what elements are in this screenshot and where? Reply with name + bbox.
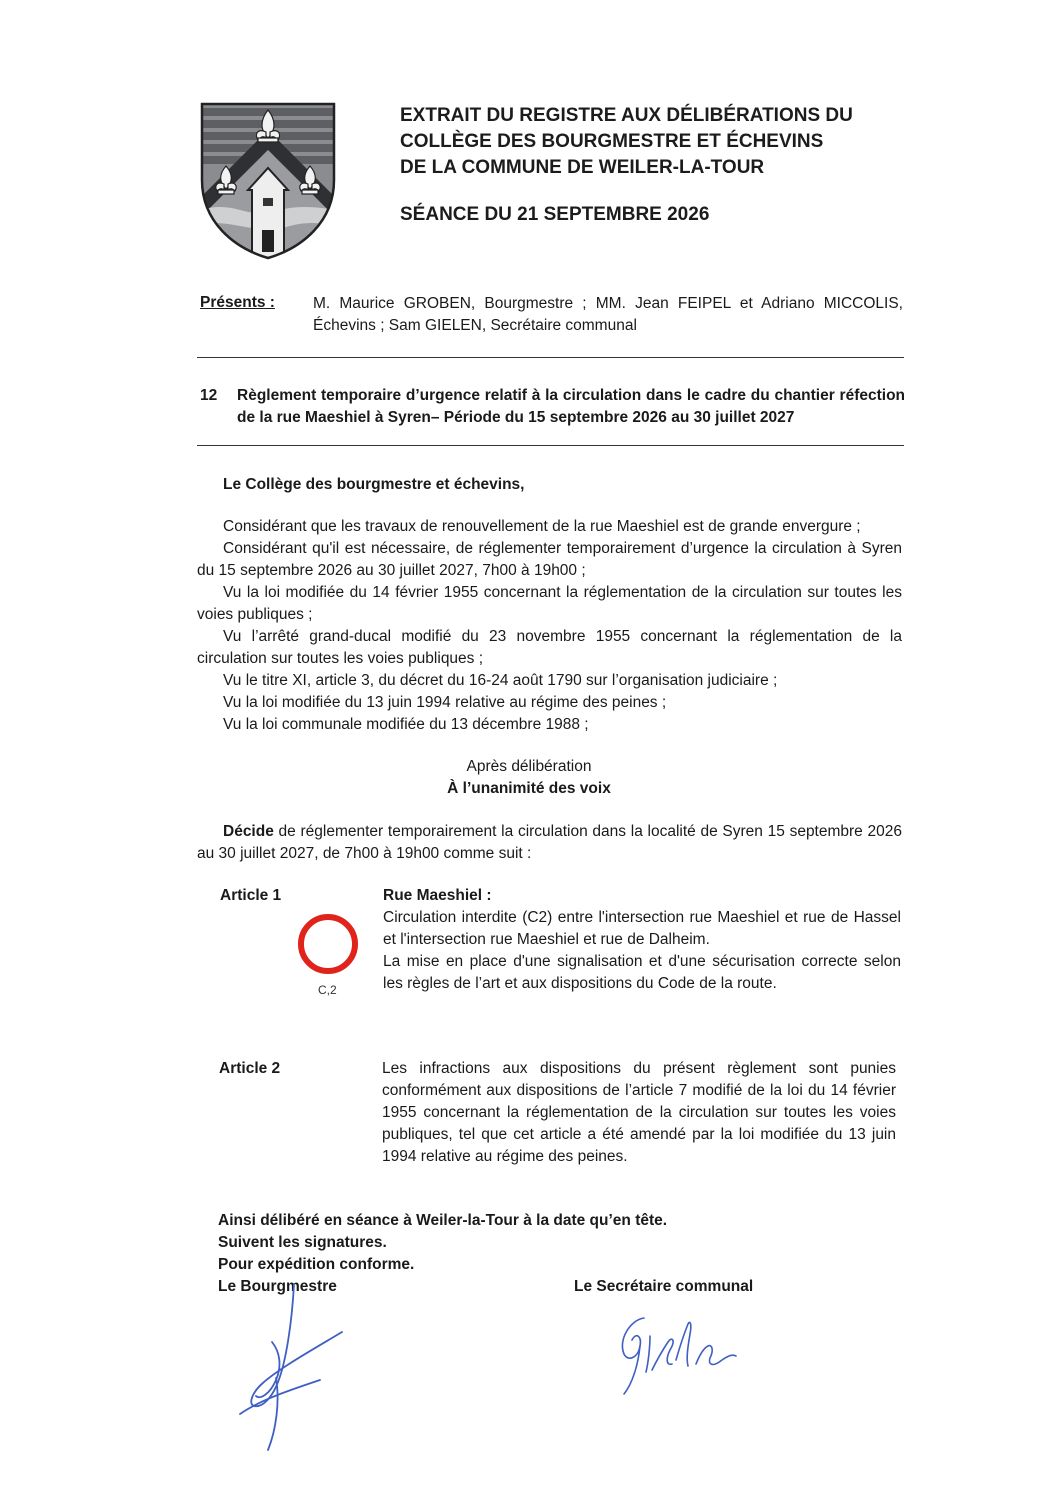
closing-line-3: Pour expédition conforme.	[218, 1256, 415, 1273]
presents-label: Présents :	[200, 294, 275, 311]
article-1-body	[383, 885, 901, 995]
agenda-item-title: Règlement temporaire d’urgence relatif à la circulation dans le cadre du chantier réfection de la rue Maeshiel à Syren– Période du 15 septembre 2026 au 30 juillet 2027	[237, 387, 905, 426]
decision-keyword: Décide	[223, 823, 274, 840]
college-heading: Le Collège des bourgmestre et échevins,	[223, 476, 525, 493]
divider-bottom	[197, 445, 904, 446]
article-1-label: Article 1	[220, 887, 282, 904]
header-title-line-2: COLLÈGE DES BOURGMESTRE ET ÉCHEVINS	[400, 131, 824, 152]
bourgmestre-signature	[220, 1282, 360, 1454]
presents-list: M. Maurice GROBEN, Bourgmestre ; MM. Jean FEIPEL et Adriano MICCOLIS, Échevins ; Sam GIELEN, Secrétaire communal	[313, 295, 903, 334]
article-1-text-1: Circulation interdite (C2) entre l'intersection rue Maeshiel et rue de Hassel et l'intersection rue Maeshiel et rue de Dalheim.	[383, 909, 901, 948]
consideration-line: Vu la loi modifiée du 13 juin 1994 relative au régime des peines ;	[223, 694, 667, 711]
agenda-item-number: 12	[200, 387, 218, 404]
divider-top	[197, 357, 904, 358]
consideration-line: Considérant qu'il est nécessaire, de réglementer temporairement d’urgence la circulation à Syren du 15 septembre 2026 au 30 juillet 2027, 7h00 à 19h00 ;	[197, 540, 902, 579]
consideration-line: Vu l’arrêté grand-ducal modifié du 23 novembre 1955 concernant la réglementation de la circulation sur toutes les voies publiques ;	[197, 628, 902, 667]
consideration-line: Considérant que les travaux de renouvellement de la rue Maeshiel est de grande envergure ;	[223, 518, 861, 535]
decision-paragraph	[197, 821, 902, 865]
vote-result: À l’unanimité des voix	[447, 780, 611, 797]
signatory-secretaire: Le Secrétaire communal	[574, 1278, 754, 1295]
session-date: SÉANCE DU 21 SEPTEMBRE 2026	[400, 204, 710, 225]
header-title-line-3: DE LA COMMUNE DE WEILER-LA-TOUR	[400, 157, 765, 178]
article-2-text: Les infractions aux dispositions du présent règlement sont punies conformément aux dispositions de l’article 7 modifié de la loi du 14 février 1955 concernant la réglementation de la circulation sur toutes les voies publiques, tel que cet article a été amendé par la loi modifiée du 13 juin 1994 relative au régime des peines.	[382, 1060, 896, 1165]
article-1-text-2: La mise en place d'une signalisation et d'une sécurisation correcte selon les règles de l’art et aux dispositions du Code de la route.	[383, 953, 901, 992]
deliberation-note: Après délibération	[466, 758, 592, 775]
commune-crest-logo	[200, 102, 336, 260]
article-2-label: Article 2	[219, 1060, 281, 1077]
considerations-block	[197, 516, 902, 736]
signatory-bourgmestre: Le Bourgmestre	[218, 1278, 337, 1295]
consideration-line: Vu la loi modifiée du 14 février 1955 concernant la réglementation de la circulation sur toutes les voies publiques ;	[197, 584, 902, 623]
closing-line-2: Suivent les signatures.	[218, 1234, 387, 1251]
decision-text: de réglementer temporairement la circulation dans la localité de Syren 15 septembre 2026 au 30 juillet 2027, de 7h00 à 19h00 comme suit :	[197, 823, 902, 862]
no-entry-sign-c2-icon	[298, 910, 362, 978]
article-1-heading: Rue Maeshiel :	[383, 887, 492, 904]
header-title-line-1: EXTRAIT DU REGISTRE AUX DÉLIBÉRATIONS DU	[400, 105, 853, 126]
secretaire-signature	[610, 1310, 742, 1398]
consideration-line: Vu la loi communale modifiée du 13 décembre 1988 ;	[223, 716, 589, 733]
closing-line-1: Ainsi délibéré en séance à Weiler-la-Tour à la date qu’en tête.	[218, 1212, 668, 1229]
sign-code-label: C,2	[318, 983, 337, 997]
consideration-line: Vu le titre XI, article 3, du décret du 16-24 août 1790 sur l’organisation judiciaire ;	[223, 672, 778, 689]
closing-block	[218, 1210, 667, 1276]
